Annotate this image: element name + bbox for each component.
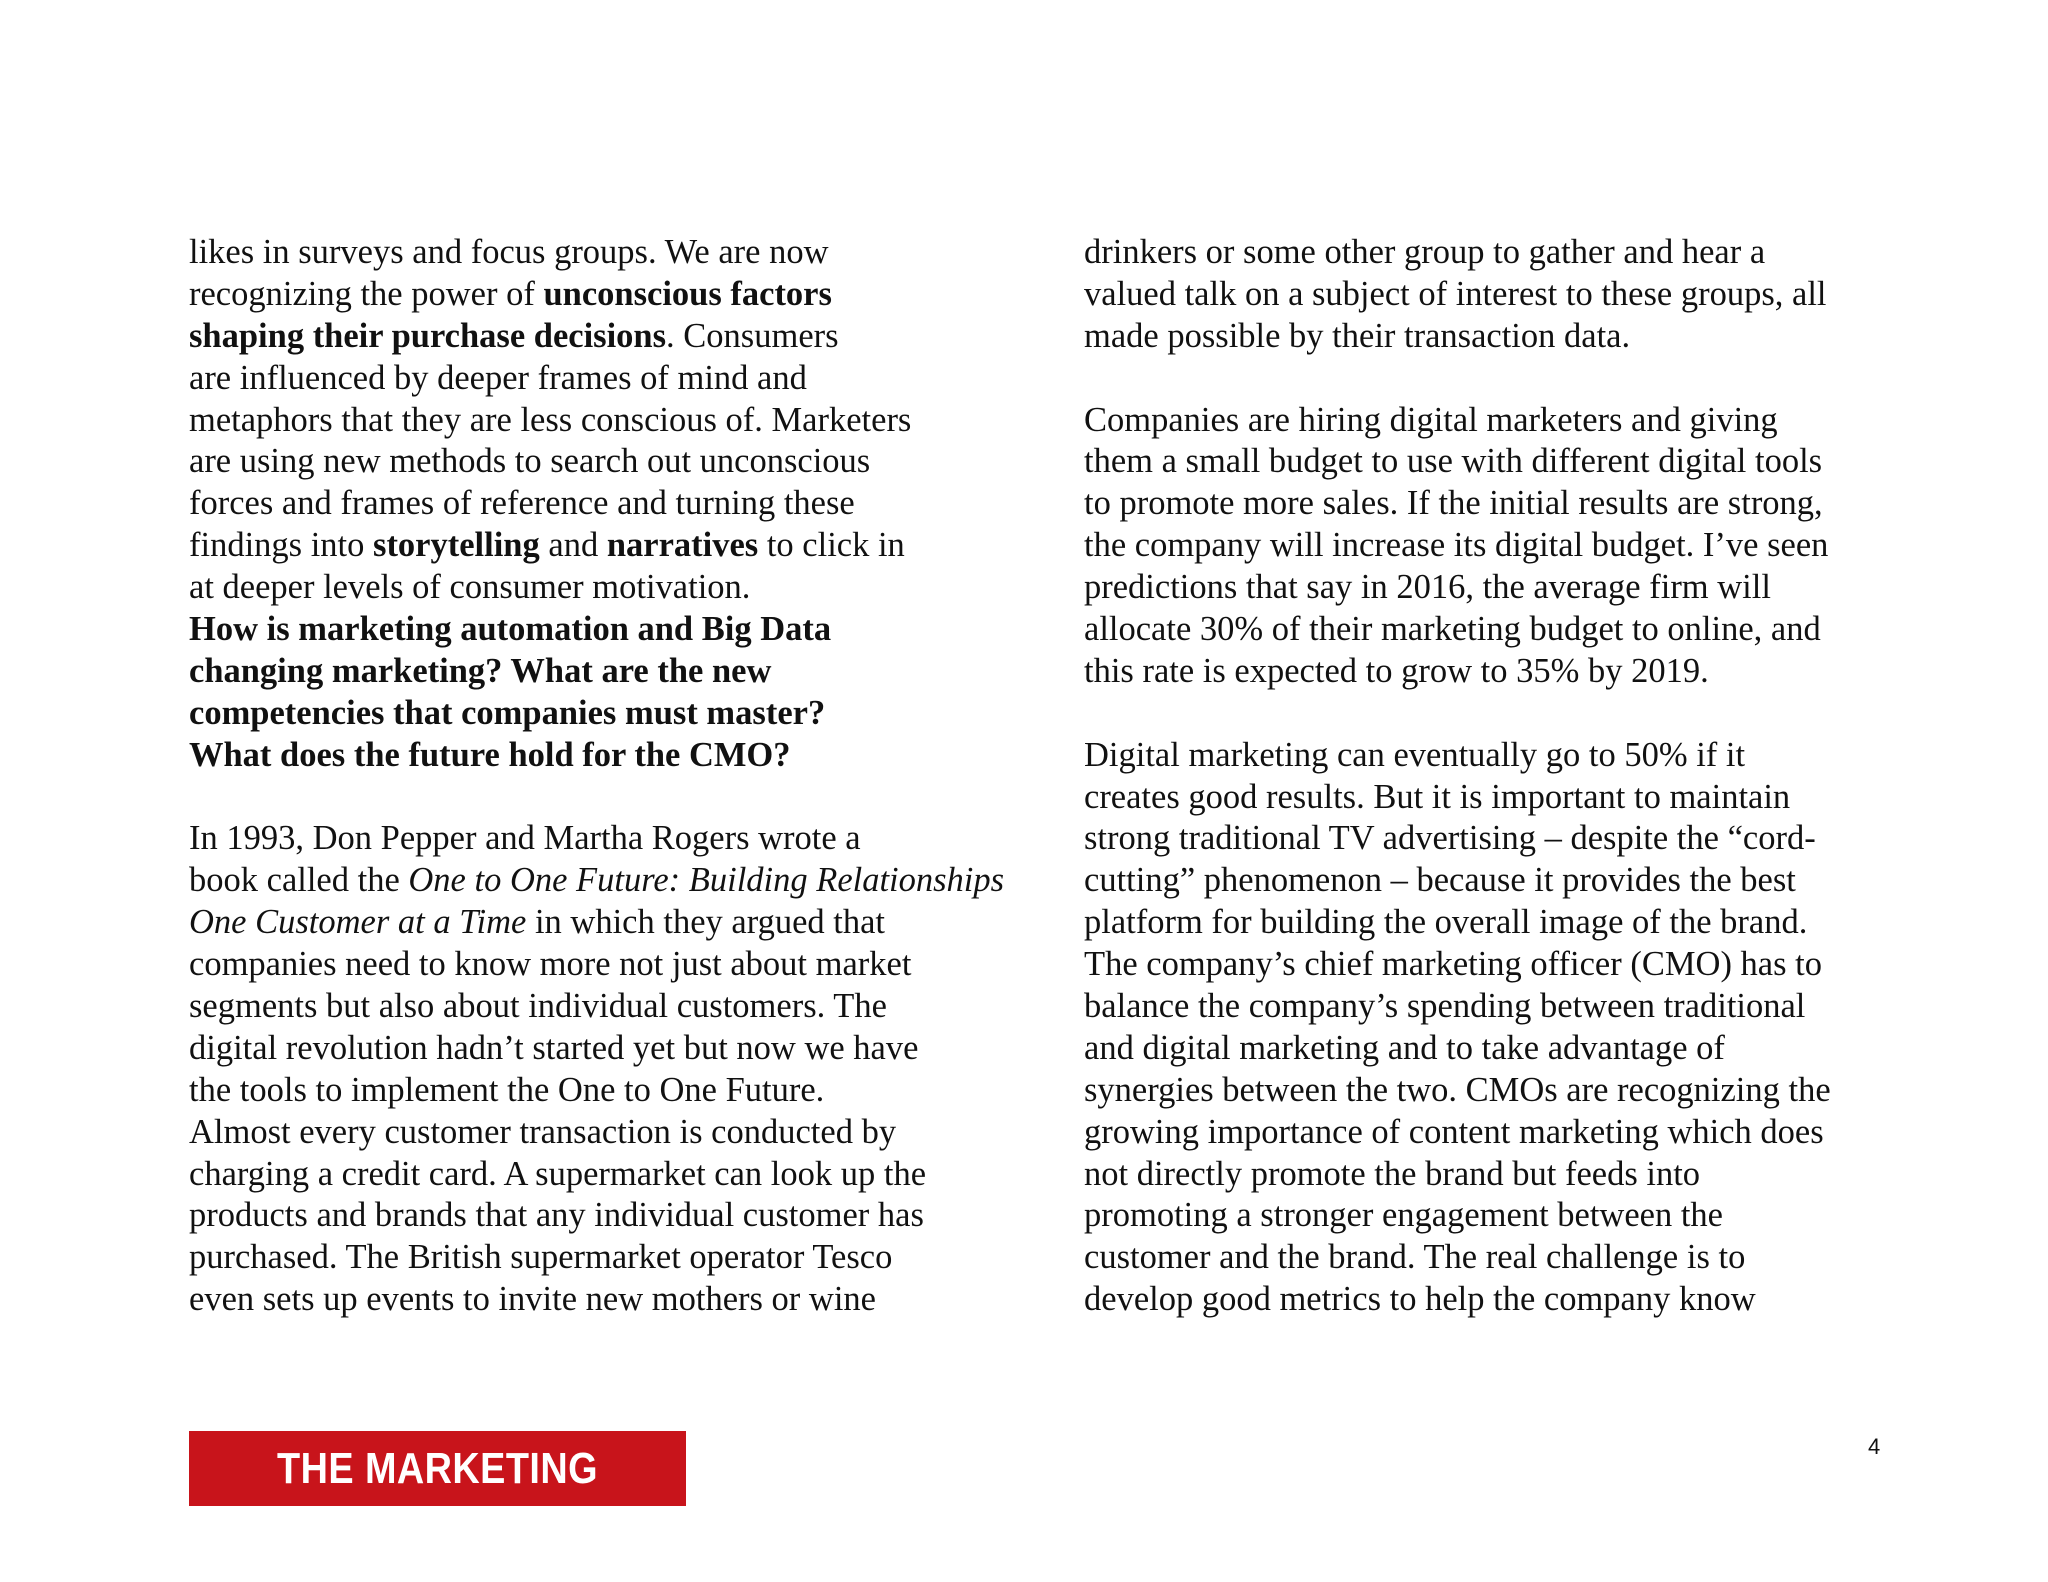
text-line: creates good results. But it is important to maintain (1084, 777, 1791, 816)
text-line: made possible by their transaction data. (1084, 316, 1631, 355)
paragraph-gap (1084, 358, 1831, 400)
text-line: cutting” phenomenon – because it provides the best (1084, 861, 1796, 900)
interview-question: How is marketing automation and Big Data (189, 610, 832, 649)
text-line: Digital marketing can eventually go to 50% if it (1084, 735, 1746, 774)
text-line (189, 316, 1004, 358)
paragraph-gap (189, 777, 1004, 819)
text-line: forces and frames of reference and turning these (189, 484, 855, 523)
text-line: are using new methods to search out unconscious (189, 442, 871, 481)
book-title: One Customer at a Time (189, 903, 527, 942)
text-line: customer and the brand. The real challenge is to (1084, 1238, 1746, 1277)
bold-phrase: narratives (606, 526, 759, 565)
book-title: One to One Future: Building Relationships (408, 861, 1005, 900)
paragraph-gap (1084, 693, 1831, 735)
text-line: metaphors that they are less conscious of. Marketers (189, 400, 912, 439)
text-line: promoting a stronger engagement between the (1084, 1196, 1723, 1235)
bold-phrase: unconscious factors (543, 274, 832, 313)
text-line: at deeper levels of consumer motivation. (189, 568, 751, 607)
text-line: allocate 30% of their marketing budget to online, and (1084, 610, 1821, 649)
text-line: and digital marketing and to take advantage of (1084, 1028, 1725, 1067)
text-line (189, 860, 1004, 902)
bold-phrase: shaping their purchase decisions (189, 316, 667, 355)
text-segment: and (539, 526, 607, 565)
text-line: products and brands that any individual customer has (189, 1196, 924, 1235)
text-line: growing importance of content marketing which does (1084, 1112, 1824, 1151)
text-line (189, 274, 1004, 316)
text-line: purchased. The British supermarket operator Tesco (189, 1238, 893, 1277)
text-line: companies need to know more not just about market (189, 945, 912, 984)
text-line: to promote more sales. If the initial results are strong, (1084, 484, 1823, 523)
bold-phrase: storytelling (373, 526, 540, 565)
text-line: even sets up events to invite new mothers or wine (189, 1280, 876, 1319)
text-segment: in which they argued that (526, 903, 885, 942)
text-line: charging a credit card. A supermarket can look up the (189, 1154, 927, 1193)
interview-question: competencies that companies must master? (189, 693, 826, 732)
text-line: strong traditional TV advertising – despite the “cord- (1084, 819, 1816, 858)
text-line: develop good metrics to help the company know (1084, 1280, 1756, 1319)
text-line: In 1993, Don Pepper and Martha Rogers wrote a (189, 819, 861, 858)
interview-question: What does the future hold for the CMO? (189, 735, 791, 774)
text-line: them a small budget to use with different digital tools (1084, 442, 1823, 481)
text-segment: book called the (189, 861, 409, 900)
interview-question: changing marketing? What are the new (189, 651, 772, 690)
text-line (189, 525, 1004, 567)
text-line: digital revolution hadn’t started yet but now we have (189, 1028, 919, 1067)
marketing-journal-logo (189, 1431, 686, 1568)
left-column (189, 232, 1004, 1321)
text-line: synergies between the two. CMOs are recognizing the (1084, 1070, 1831, 1109)
text-line: platform for building the overall image of the brand. (1084, 903, 1808, 942)
text-line: Companies are hiring digital marketers and giving (1084, 400, 1778, 439)
text-line: this rate is expected to grow to 35% by 2019. (1084, 651, 1709, 690)
text-line: The company’s chief marketing officer (CMO) has to (1084, 945, 1823, 984)
logo-text: THE MARKETING JOURNAL (277, 1444, 598, 1568)
text-segment: . Consumers (666, 316, 839, 355)
text-segment: to click in (758, 526, 905, 565)
text-line: not directly promote the brand but feeds into (1084, 1154, 1701, 1193)
text-line: the tools to implement the One to One Future. (189, 1070, 825, 1109)
text-line: the company will increase its digital budget. I’ve seen (1084, 526, 1829, 565)
right-column (1084, 232, 1831, 1321)
text-line: balance the company’s spending between traditional (1084, 987, 1806, 1026)
page-number: 4 (1868, 1434, 1881, 1459)
text-line: predictions that say in 2016, the average firm will (1084, 568, 1771, 607)
text-line: drinkers or some other group to gather and hear a (1084, 233, 1766, 271)
text-line: valued talk on a subject of interest to these groups, all (1084, 274, 1827, 313)
text-segment: findings into (189, 526, 374, 565)
text-line (189, 902, 1004, 944)
text-line: Almost every customer transaction is conducted by (189, 1112, 897, 1151)
text-line: are influenced by deeper frames of mind and (189, 358, 807, 397)
text-segment: recognizing the power of (189, 274, 544, 313)
text-line: likes in surveys and focus groups. We are now (189, 233, 829, 271)
text-line: segments but also about individual customers. The (189, 987, 887, 1026)
